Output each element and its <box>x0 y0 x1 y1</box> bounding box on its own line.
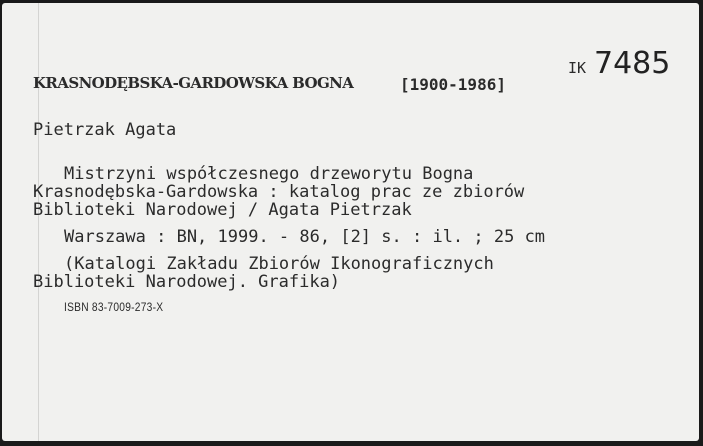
imprint: Warszawa : BN, 1999. - 86, [2] s. : il. ; 25 cm <box>64 227 546 247</box>
title-line-1: Mistrzyni współczesnego drzeworytu Bogna <box>64 164 474 184</box>
margin-line <box>38 3 39 441</box>
heading-dates: [1900-1986] <box>400 75 506 94</box>
call-number: 7485 <box>594 46 671 81</box>
call-number-prefix: IK <box>568 59 587 77</box>
title-line-2: Krasnodębska-Gardowska : katalog prac ze zbiorów <box>33 182 525 202</box>
title-line-3: Biblioteki Narodowej / Agata Pietrzak <box>33 200 412 220</box>
heading-name: KRASNODĘBSKA-GARDOWSKA BOGNA <box>33 74 354 92</box>
series-line-2: Biblioteki Narodowej. Grafika) <box>33 272 341 292</box>
series-line-1: (Katalogi Zakładu Zbiorów Ikonograficznych <box>64 254 494 274</box>
isbn: ISBN 83-7009-273-X <box>64 300 164 314</box>
author: Pietrzak Agata <box>33 120 177 140</box>
catalog-card <box>2 3 699 441</box>
